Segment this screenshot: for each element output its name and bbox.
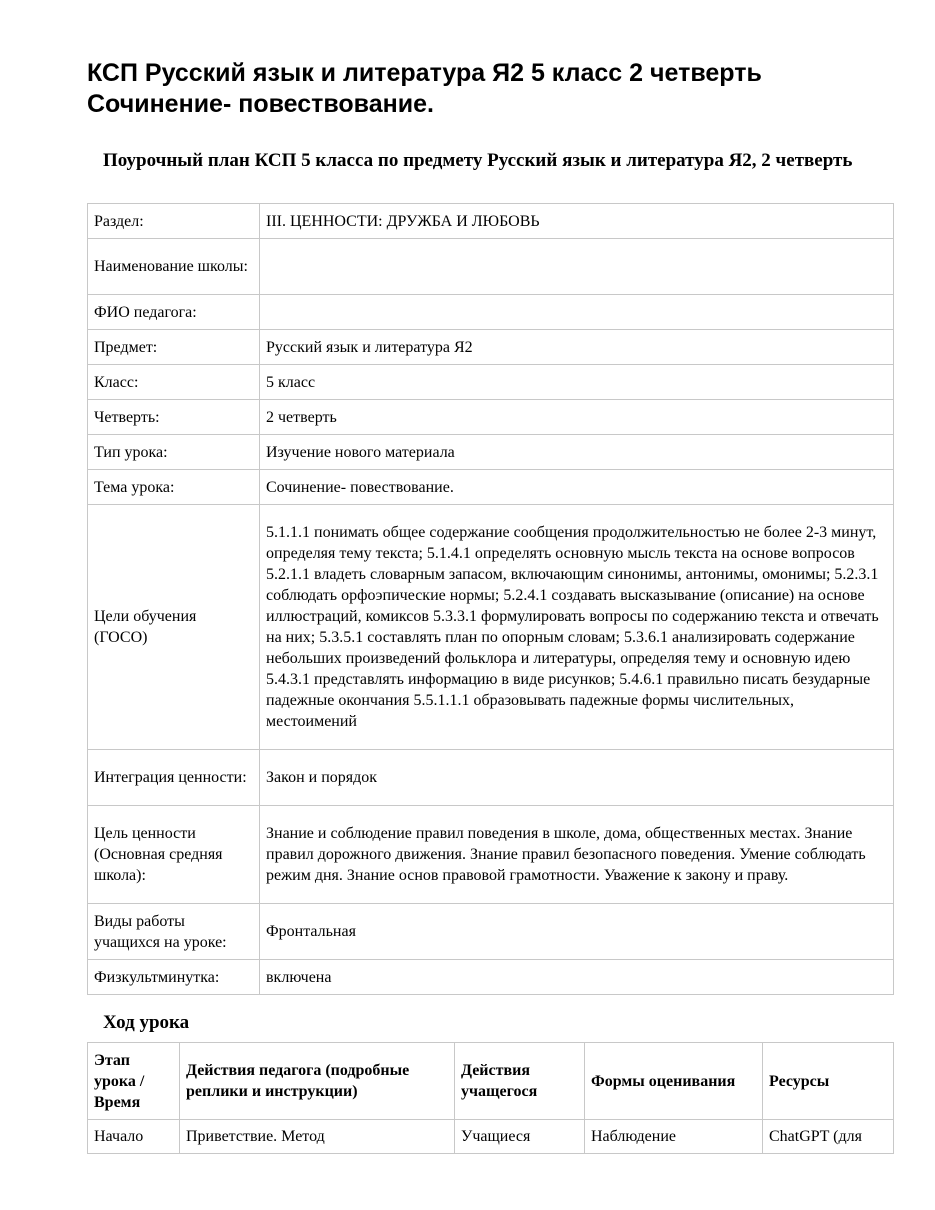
row-label-section: Раздел: [88, 204, 260, 239]
row-value-physical-break: включена [260, 960, 894, 995]
row-label-physical-break: Физкультминутка: [88, 960, 260, 995]
row-value-quarter: 2 четверть [260, 400, 894, 435]
row-value-teacher [260, 295, 894, 330]
table-row [88, 750, 894, 806]
table-header-row [88, 1043, 894, 1120]
table-row [88, 365, 894, 400]
row-label-work-types: Виды работы учащихся на уроке: [88, 904, 260, 960]
lesson-progress-table [87, 1042, 894, 1154]
cell-stage: Начало [88, 1120, 180, 1154]
cell-student-actions: Учащиеся [455, 1120, 585, 1154]
table-row [88, 204, 894, 239]
document-title-line-1: КСП Русский язык и литература Я2 5 класс 2 четверть [87, 59, 762, 87]
column-header-student-actions: Действия учащегося [455, 1043, 585, 1120]
table-row [88, 239, 894, 295]
row-value-class: 5 класс [260, 365, 894, 400]
column-header-teacher-actions: Действия педагога (подробные реплики и инструкции) [180, 1043, 455, 1120]
row-label-school: Наименование школы: [88, 239, 260, 295]
column-header-assessment: Формы оценивания [585, 1043, 763, 1120]
table-row [88, 960, 894, 995]
column-header-resources: Ресурсы [763, 1043, 894, 1120]
row-value-value-integration: Закон и порядок [260, 750, 894, 806]
plan-heading: Поурочный план КСП 5 класса по предмету Русский язык и литература Я2, 2 четверть [103, 150, 853, 171]
row-value-lesson-topic: Сочинение- повествование. [260, 470, 894, 505]
row-value-lesson-type: Изучение нового материала [260, 435, 894, 470]
cell-teacher-actions: Приветствие. Метод [180, 1120, 455, 1154]
row-value-work-types: Фронтальная [260, 904, 894, 960]
row-value-learning-goals: 5.1.1.1 понимать общее содержание сообщения продолжительностью не более 2-3 минут, определяя тему текста; 5.1.4.1 определять основную мысль текста на основе вопросов 5.2.1.1 владеть словарным запасом, включающим синонимы, антонимы, омонимы; 5.2.3.1 соблюдать орфоэпические нормы; 5.2.4.1 создавать высказывание (описание) на основе иллюстраций, комиксов 5.3.3.1 формулировать вопросы по содержанию текста и отвечать на них; 5.3.5.1 составлять план по опорным словам; 5.3.6.1 анализировать содержание небольших произведений фольклора и литературы, определяя тему и основную идею 5.4.3.1 представлять информацию в виде рисунков; 5.4.6.1 правильно писать безударные падежные окончания 5.5.1.1.1 образовывать падежные формы числительных, местоимений [260, 505, 894, 750]
table-row [88, 1120, 894, 1154]
document-title-line-2: Сочинение- повествование. [87, 90, 434, 118]
table-row [88, 904, 894, 960]
table-row [88, 330, 894, 365]
table-row [88, 435, 894, 470]
row-value-school [260, 239, 894, 295]
row-label-learning-goals: Цели обучения (ГОСО) [88, 505, 260, 750]
row-label-subject: Предмет: [88, 330, 260, 365]
column-header-stage: Этап урока / Время [88, 1043, 180, 1120]
table-row [88, 505, 894, 750]
row-label-class: Класс: [88, 365, 260, 400]
lesson-info-table [87, 203, 894, 995]
row-label-value-goal: Цель ценности (Основная средняя школа): [88, 806, 260, 904]
row-label-lesson-type: Тип урока: [88, 435, 260, 470]
lesson-progress-heading: Ход урока [103, 1012, 190, 1033]
row-value-section: III. ЦЕННОСТИ: ДРУЖБА И ЛЮБОВЬ [260, 204, 894, 239]
row-label-teacher: ФИО педагога: [88, 295, 260, 330]
table-row [88, 470, 894, 505]
document-title [87, 58, 887, 120]
table-row [88, 400, 894, 435]
table-row [88, 295, 894, 330]
row-label-lesson-topic: Тема урока: [88, 470, 260, 505]
row-value-subject: Русский язык и литература Я2 [260, 330, 894, 365]
row-label-quarter: Четверть: [88, 400, 260, 435]
row-value-value-goal: Знание и соблюдение правил поведения в школе, дома, общественных местах. Знание правил дорожного движения. Знание правил безопасного поведения. Умение соблюдать режим дня. Знание основ правовой грамотности. Уважение к закону и праву. [260, 806, 894, 904]
row-label-value-integration: Интеграция ценности: [88, 750, 260, 806]
cell-assessment: Наблюдение [585, 1120, 763, 1154]
table-row [88, 806, 894, 904]
cell-resources: ChatGPT (для [763, 1120, 894, 1154]
